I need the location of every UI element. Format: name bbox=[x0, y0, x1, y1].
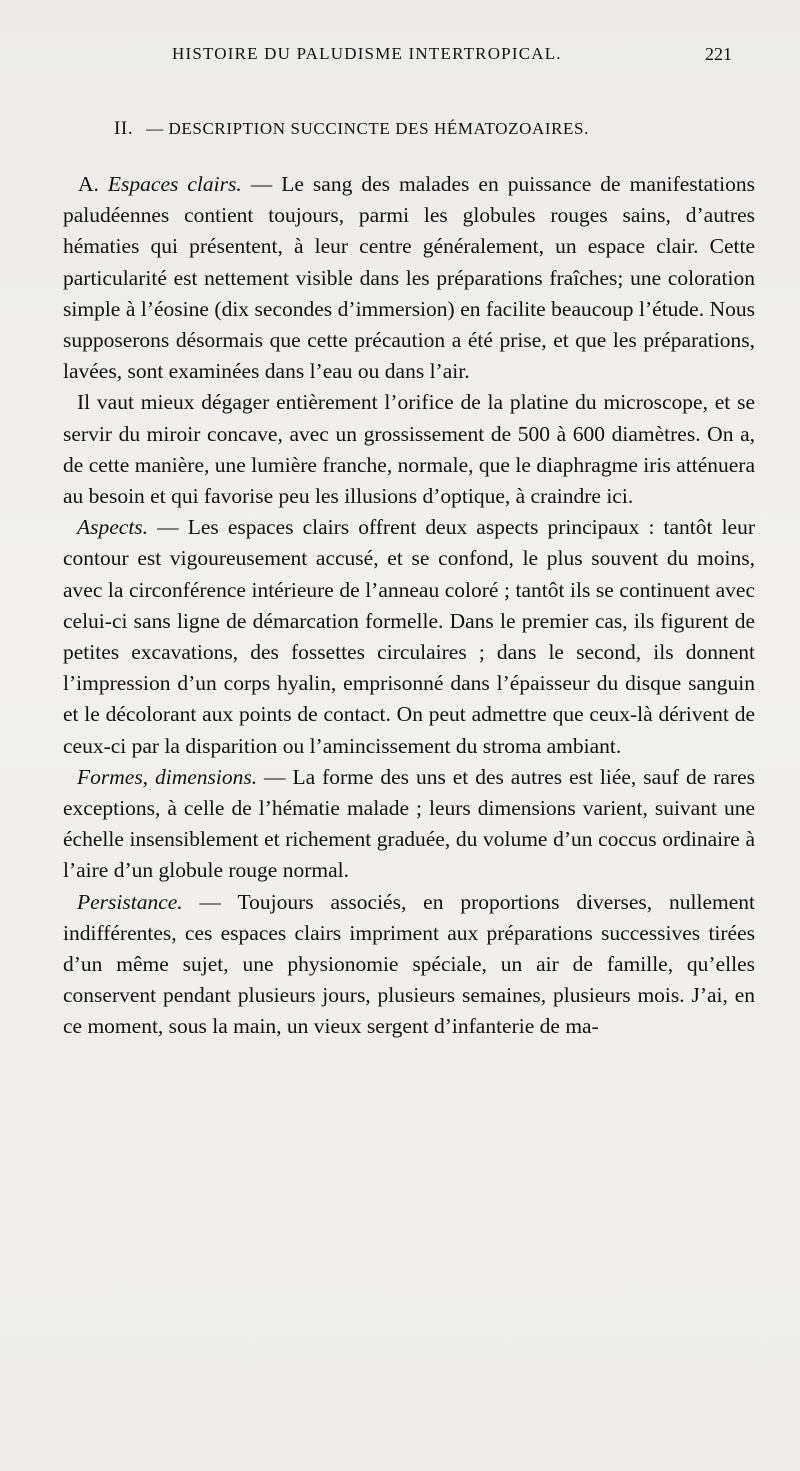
paragraph-text: — La forme des uns et des autres est liée, sauf de rares exceptions, à celle de l’hématie malade ; leurs dimensions varient, suivant une échelle insensiblement et richement graduée, du volume d’un coccus ordinaire à l’aire d’un globule rouge normal. bbox=[63, 764, 755, 883]
section-dash: — bbox=[146, 119, 164, 138]
paragraph-heading: Persistance. bbox=[77, 889, 183, 914]
section-title: DESCRIPTION SUCCINCTE DES HÉMATOZOAIRES. bbox=[168, 119, 589, 138]
paragraph-text: — Le sang des malades en puissance de manifestations paludéennes contient toujours, parmi les globules rouges sains, d’autres hématies qui présentent, à leur centre généralement, un espace clair. Cette particularité est nettement visible dans les préparations fraîches; une coloration simple à l’éosine (dix secondes d’immersion) en facilite beaucoup l’étude. Nous supposerons désormais que cette précaution a été prise, et que les préparations, lavées, sont examinées dans l’eau ou dans l’air. bbox=[63, 172, 755, 384]
paragraph-espaces-clairs bbox=[63, 169, 755, 387]
paragraph-text: — Les espaces clairs offrent deux aspects principaux : tantôt leur contour est vigoureusement accusé, et se confond, le plus souvent du moins, avec la circonférence intérieure de l’anneau coloré ; tantôt ils se continuent avec celui-ci sans ligne de démarcation formelle. Dans le premier cas, ils figurent de petites excavations, des fossettes circulaires ; dans le second, ils donnent l’impression d’un corps hyalin, emprisonné dans l’épaisseur du disque sanguin et le décolorant aux points de contact. On peut admettre que ceux-là dérivent de ceux-ci par la disparition ou l’amincissement du stroma ambiant. bbox=[63, 515, 755, 758]
paragraph-lead: A. bbox=[78, 172, 108, 196]
paragraph-formes bbox=[63, 762, 755, 887]
body-text bbox=[63, 169, 755, 1043]
page-number: 221 bbox=[705, 44, 732, 64]
section-number: II. bbox=[114, 118, 134, 139]
paragraph-heading: Espaces clairs. bbox=[107, 172, 242, 196]
paragraph-text: — Toujours associés, en proportions diverses, nullement indifférentes, ces espaces clairs impriment aux préparations successives tirées d’un même sujet, une physionomie spéciale, un air de famille, qu’elles conservent pendant plusieurs jours, plusieurs semaines, plusieurs mois. J’ai, en ce moment, sous la main, un vieux sergent d’infanterie de ma- bbox=[63, 889, 755, 1039]
running-head bbox=[172, 44, 732, 64]
paragraph-microscope bbox=[63, 387, 755, 512]
section-heading bbox=[114, 118, 754, 140]
paragraph-text: Il vaut mieux dégager entièrement l’orifice de la platine du microscope, et se servir du miroir concave, avec un grossissement de 500 à 600 diamètres. On a, de cette manière, une lumière franche, normale, que le diaphragme iris atténuera au besoin et qui favorise peu les illusions d’optique, à craindre ici. bbox=[63, 390, 755, 509]
paragraph-heading: Aspects. bbox=[77, 515, 149, 540]
paragraph-heading: Formes, dimensions. bbox=[77, 764, 258, 789]
paragraph-aspects bbox=[63, 512, 755, 762]
paragraph-persistance bbox=[63, 887, 755, 1043]
running-title: HISTOIRE DU PALUDISME INTERTROPICAL. bbox=[172, 44, 562, 63]
